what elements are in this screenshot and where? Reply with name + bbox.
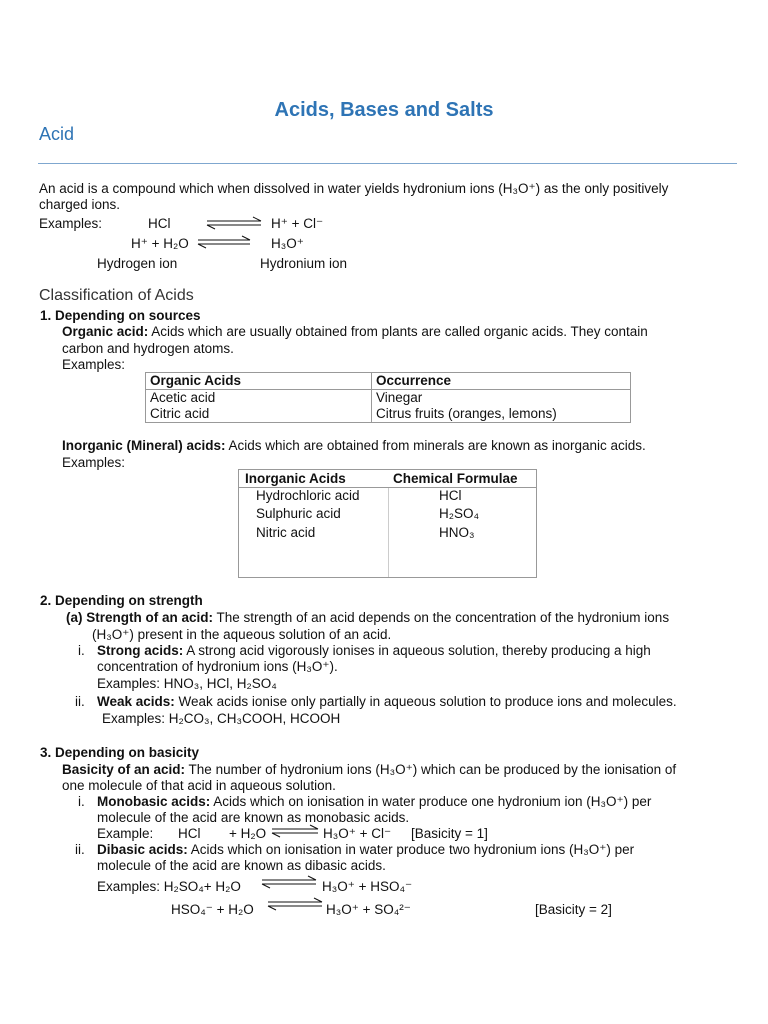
organic-acid-term: Organic acid: (62, 324, 149, 339)
table-row (146, 406, 631, 423)
intro-line-2: charged ions. (39, 197, 121, 212)
table-cell: Vinegar (372, 390, 631, 407)
dibasic-num: ii. (75, 842, 85, 857)
heading-divider (38, 163, 737, 164)
monobasic-line-2: molecule of the acid are known as monobasic acids. (97, 810, 410, 825)
inorganic-examples-label: Examples: (62, 455, 126, 470)
equilibrium-arrow-icon (260, 875, 318, 889)
intro-eq2-left: H⁺ + H₂O (131, 236, 189, 251)
dibasic-line-1 (97, 842, 634, 858)
dibasic-eq1-right: H₃O⁺ + HSO₄⁻ (322, 879, 413, 894)
table-column-divider (388, 488, 389, 577)
equilibrium-arrow-icon (205, 216, 263, 230)
strong-acids-line-1 (97, 643, 651, 658)
strength-heading: 2. Depending on strength (40, 593, 203, 608)
organic-examples-label: Examples: (62, 357, 126, 372)
table-cell: H₂SO₄ (439, 506, 480, 521)
intro-line-1: An acid is a compound which when dissolved in water yields hydronium ions (H₃O⁺) as the only positively (39, 181, 669, 196)
inorganic-acid-text: Acids which are obtained from minerals are known as inorganic acids. (225, 438, 646, 453)
table-header-cell: Organic Acids (146, 373, 372, 390)
monobasic-eq-mid: + H₂O (229, 826, 267, 841)
strength-definition-line-1 (66, 610, 669, 625)
organic-acid-line-1 (62, 324, 648, 339)
inorganic-acid-term: Inorganic (Mineral) acids: (62, 438, 226, 453)
table-cell: Hydrochloric acid (256, 488, 360, 503)
basicity-heading: 3. Depending on basicity (40, 745, 200, 760)
equilibrium-arrow-icon (270, 824, 320, 838)
monobasic-num: i. (78, 794, 85, 809)
strength-text: The strength of an acid depends on the concentration of the hydronium ions (213, 610, 670, 625)
table-cell: HCl (439, 488, 462, 503)
intro-eq1-left: HCl (148, 216, 171, 231)
strength-definition-line-2: (H₃O⁺) present in the aqueous solution of an acid. (92, 627, 392, 642)
monobasic-text: Acids which on ionisation in water produce one hydronium ion (H₃O⁺) per (210, 794, 652, 809)
inorganic-acid-line (62, 438, 646, 453)
strength-term: (a) Strength of an acid: (66, 610, 214, 625)
weak-acids-text: Weak acids ionise only partially in aqueous solution to produce ions and molecules. (174, 694, 677, 709)
strong-acids-term: Strong acids: (97, 643, 184, 658)
dibasic-text: Acids which on ionisation in water produce two hydronium ions (H₃O⁺) per (187, 842, 635, 857)
intro-examples-label: Examples: (39, 216, 103, 231)
label-hydronium-ion: Hydronium ion (260, 256, 348, 271)
equilibrium-arrow-icon (196, 235, 252, 249)
dibasic-term: Dibasic acids: (97, 842, 188, 857)
equilibrium-arrow-icon (266, 897, 324, 911)
monobasic-eq-left: HCl (178, 826, 201, 841)
weak-acids-line-1 (97, 694, 677, 709)
monobasic-basicity: [Basicity = 1] (411, 826, 488, 841)
organic-acid-text: Acids which are usually obtained from plants are called organic acids. They contain (148, 324, 648, 339)
table-header-cell: Occurrence (372, 373, 631, 390)
table-cell: Nitric acid (256, 525, 316, 540)
basicity-term: Basicity of an acid: (62, 762, 186, 777)
dibasic-eq2-right: H₃O⁺ + SO₄²⁻ (326, 902, 411, 917)
monobasic-eq-right: H₃O⁺ + Cl⁻ (323, 826, 392, 841)
table-header-row (239, 470, 536, 488)
table-cell: Citrus fruits (oranges, lemons) (372, 406, 631, 423)
strong-acids-line-2: concentration of hydronium ions (H₃O⁺). (97, 659, 338, 674)
basicity-definition-line-2: one molecule of that acid in aqueous solution. (62, 778, 336, 793)
inorganic-acids-table (238, 469, 537, 578)
dibasic-basicity: [Basicity = 2] (535, 902, 612, 917)
organic-acids-table (145, 372, 631, 423)
intro-eq1-right: H⁺ + Cl⁻ (271, 216, 324, 231)
table-header-row (146, 373, 631, 390)
strong-acids-num: i. (78, 643, 85, 658)
table-cell: Acetic acid (146, 390, 372, 407)
section-heading-acid: Acid (39, 124, 75, 144)
weak-acids-term: Weak acids: (97, 694, 175, 709)
monobasic-line-1 (97, 794, 651, 810)
label-hydrogen-ion: Hydrogen ion (97, 256, 178, 271)
organic-acid-line-2: carbon and hydrogen atoms. (62, 341, 234, 356)
table-cell: HNO₃ (439, 525, 475, 540)
basicity-definition-line-1 (62, 762, 676, 778)
monobasic-example-label: Example: (97, 826, 154, 841)
basicity-text: The number of hydronium ions (H₃O⁺) which can be produced by the ionisation of (185, 762, 677, 777)
weak-acids-examples: Examples: H₂CO₃, CH₃COOH, HCOOH (102, 711, 341, 726)
intro-eq2-right: H₃O⁺ (271, 236, 304, 251)
strong-acids-examples: Examples: HNO₃, HCl, H₂SO₄ (97, 676, 277, 691)
table-header-cell: Inorganic Acids (245, 471, 346, 486)
table-cell: Sulphuric acid (256, 506, 341, 521)
sources-heading: 1. Depending on sources (40, 308, 201, 323)
weak-acids-num: ii. (75, 694, 85, 709)
table-row (146, 390, 631, 407)
page-title: Acids, Bases and Salts (274, 99, 494, 121)
dibasic-line-2: molecule of the acid are known as dibasic acids. (97, 858, 386, 873)
strong-acids-text: A strong acid vigorously ionises in aqueous solution, thereby producing a high (183, 643, 651, 658)
table-cell: Citric acid (146, 406, 372, 423)
monobasic-term: Monobasic acids: (97, 794, 211, 809)
dibasic-examples-label: Examples: H₂SO₄+ H₂O (97, 879, 241, 894)
dibasic-eq2-left: HSO₄⁻ + H₂O (171, 902, 254, 917)
classification-heading: Classification of Acids (39, 287, 194, 304)
table-header-cell: Chemical Formulae (393, 471, 518, 486)
